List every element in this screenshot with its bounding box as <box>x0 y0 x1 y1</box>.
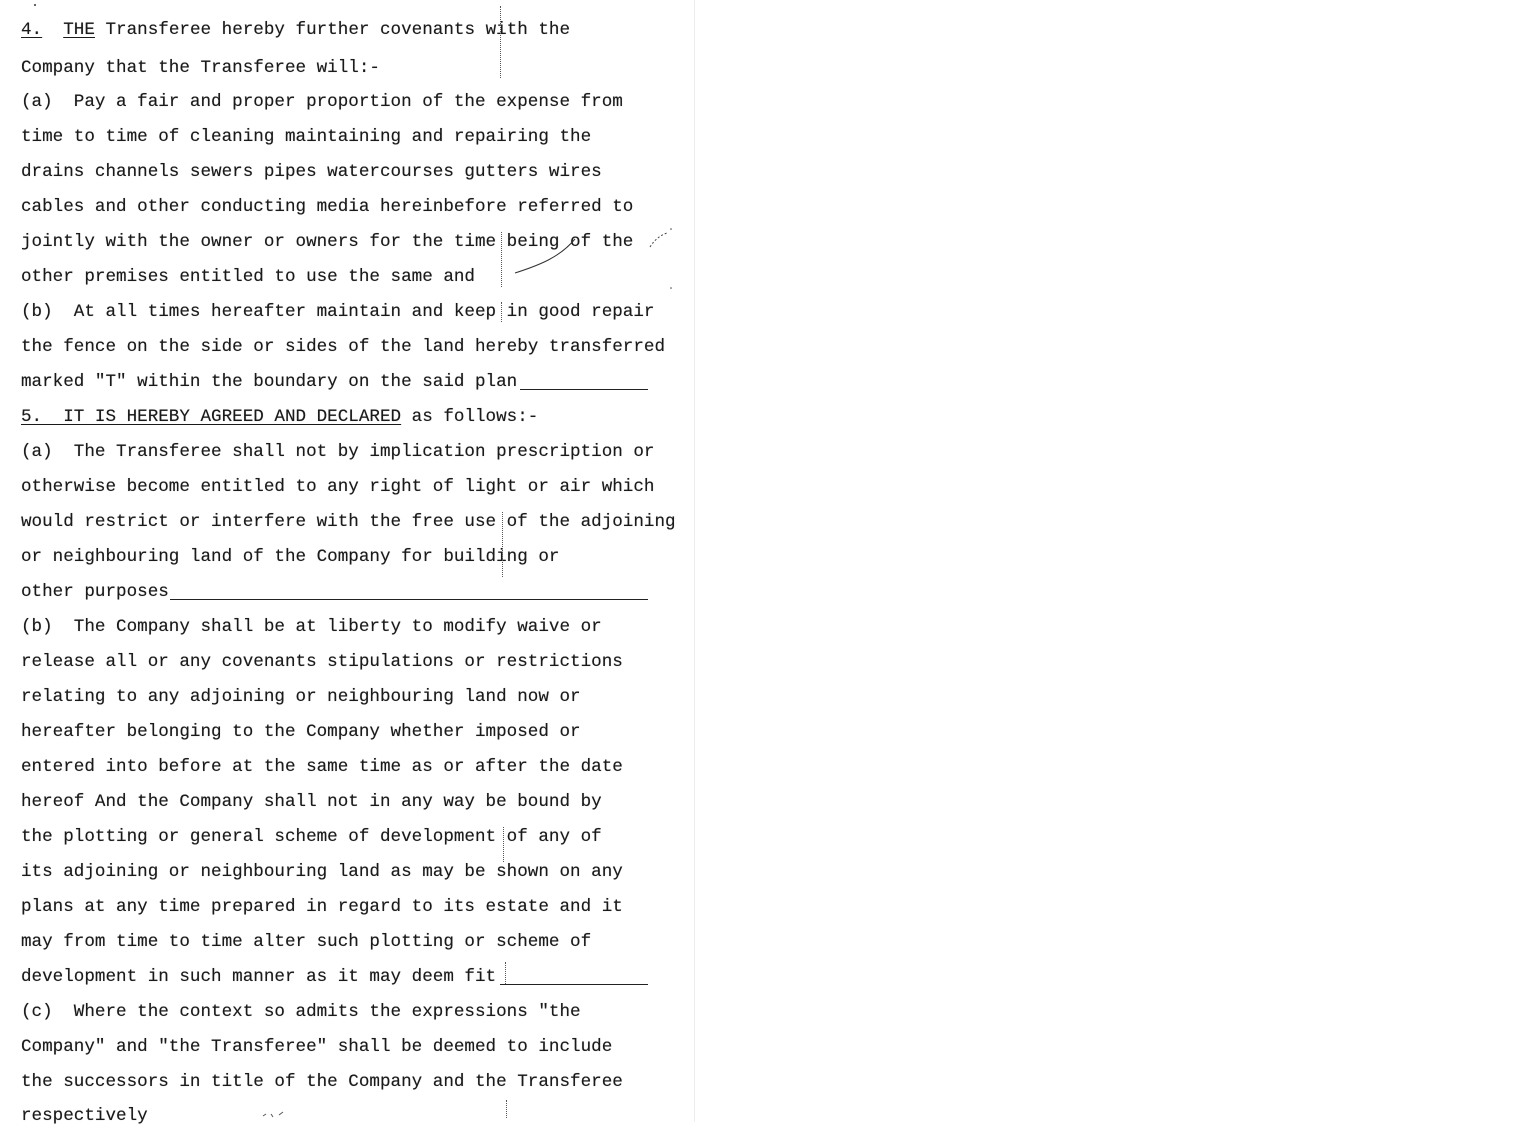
scan-fold-mark <box>501 302 502 322</box>
scan-fold-mark <box>502 512 503 577</box>
text-line: would restrict or interfere with the free use of the adjoining <box>21 512 676 532</box>
text-line: marked "T" within the boundary on the said plan <box>21 372 518 392</box>
text-line: its adjoining or neighbouring land as may be shown on any <box>21 862 623 882</box>
clause-4-first-line <box>21 20 570 40</box>
text-line: release all or any covenants stipulations or restrictions <box>21 652 623 672</box>
text-line: cables and other conducting media hereinbefore referred to <box>21 197 634 217</box>
text-line: or neighbouring land of the Company for building or <box>21 547 560 567</box>
text-line: (a) The Transferee shall not by implication prescription or <box>21 442 655 462</box>
text-line: (b) The Company shall be at liberty to modify waive or <box>21 617 602 637</box>
scan-fold-mark <box>500 6 501 78</box>
scan-fold-mark <box>505 962 506 984</box>
text-line: jointly with the owner or owners for the time being of the <box>21 232 634 252</box>
fill-rule <box>520 389 648 390</box>
fill-rule <box>170 599 648 600</box>
text-line: other premises entitled to use the same and <box>21 267 475 287</box>
scan-speck <box>30 0 40 10</box>
scan-fold-mark <box>501 232 502 287</box>
scan-fold-mark <box>506 1100 507 1118</box>
fill-rule <box>500 984 648 985</box>
text-line: drains channels sewers pipes watercourses gutters wires <box>21 162 602 182</box>
text-line: the plotting or general scheme of development of any of <box>21 827 602 847</box>
text-line: hereafter belonging to the Company whether imposed or <box>21 722 581 742</box>
text-line: the fence on the side or sides of the land hereby transferred <box>21 337 666 357</box>
scan-fold-mark <box>503 827 504 862</box>
clause-5-heading: 5. IT IS HEREBY AGREED AND DECLARED <box>21 407 402 427</box>
text-line: respectively <box>21 1106 148 1126</box>
text-line: otherwise become entitled to any right of light or air which <box>21 477 655 497</box>
text-line: Company" and "the Transferee" shall be deemed to include <box>21 1037 613 1057</box>
scan-edge <box>694 0 695 1122</box>
clause-5-heading-tail: as follows:- <box>401 407 539 427</box>
text-line: other purposes <box>21 582 169 602</box>
clause-4-heading: THE <box>63 20 95 40</box>
text-line: (a) Pay a fair and proper proportion of the expense from <box>21 92 623 112</box>
text-line: (c) Where the context so admits the expressions "the <box>21 1002 581 1022</box>
text-line: plans at any time prepared in regard to its estate and it <box>21 897 623 917</box>
text-line: development in such manner as it may deem fit <box>21 967 497 987</box>
text-line: hereof And the Company shall not in any way be bound by <box>21 792 602 812</box>
clause-4-number: 4. <box>21 20 43 40</box>
text-line: time to time of cleaning maintaining and repairing the <box>21 127 592 147</box>
text-line: entered into before at the same time as or after the date <box>21 757 623 777</box>
text-line: relating to any adjoining or neighbouring land now or <box>21 687 581 707</box>
text-line: may from time to time alter such plotting or scheme of <box>21 932 592 952</box>
text-line: (b) At all times hereafter maintain and keep in good repair <box>21 302 655 322</box>
clause-5-heading-line <box>21 407 538 427</box>
pencil-mark <box>255 1108 295 1122</box>
text-line: the successors in title of the Company and the Transferee <box>21 1072 623 1092</box>
clause-4-text: Transferee hereby further covenants with the <box>94 20 571 40</box>
text-line: Company that the Transferee will:- <box>21 58 380 78</box>
